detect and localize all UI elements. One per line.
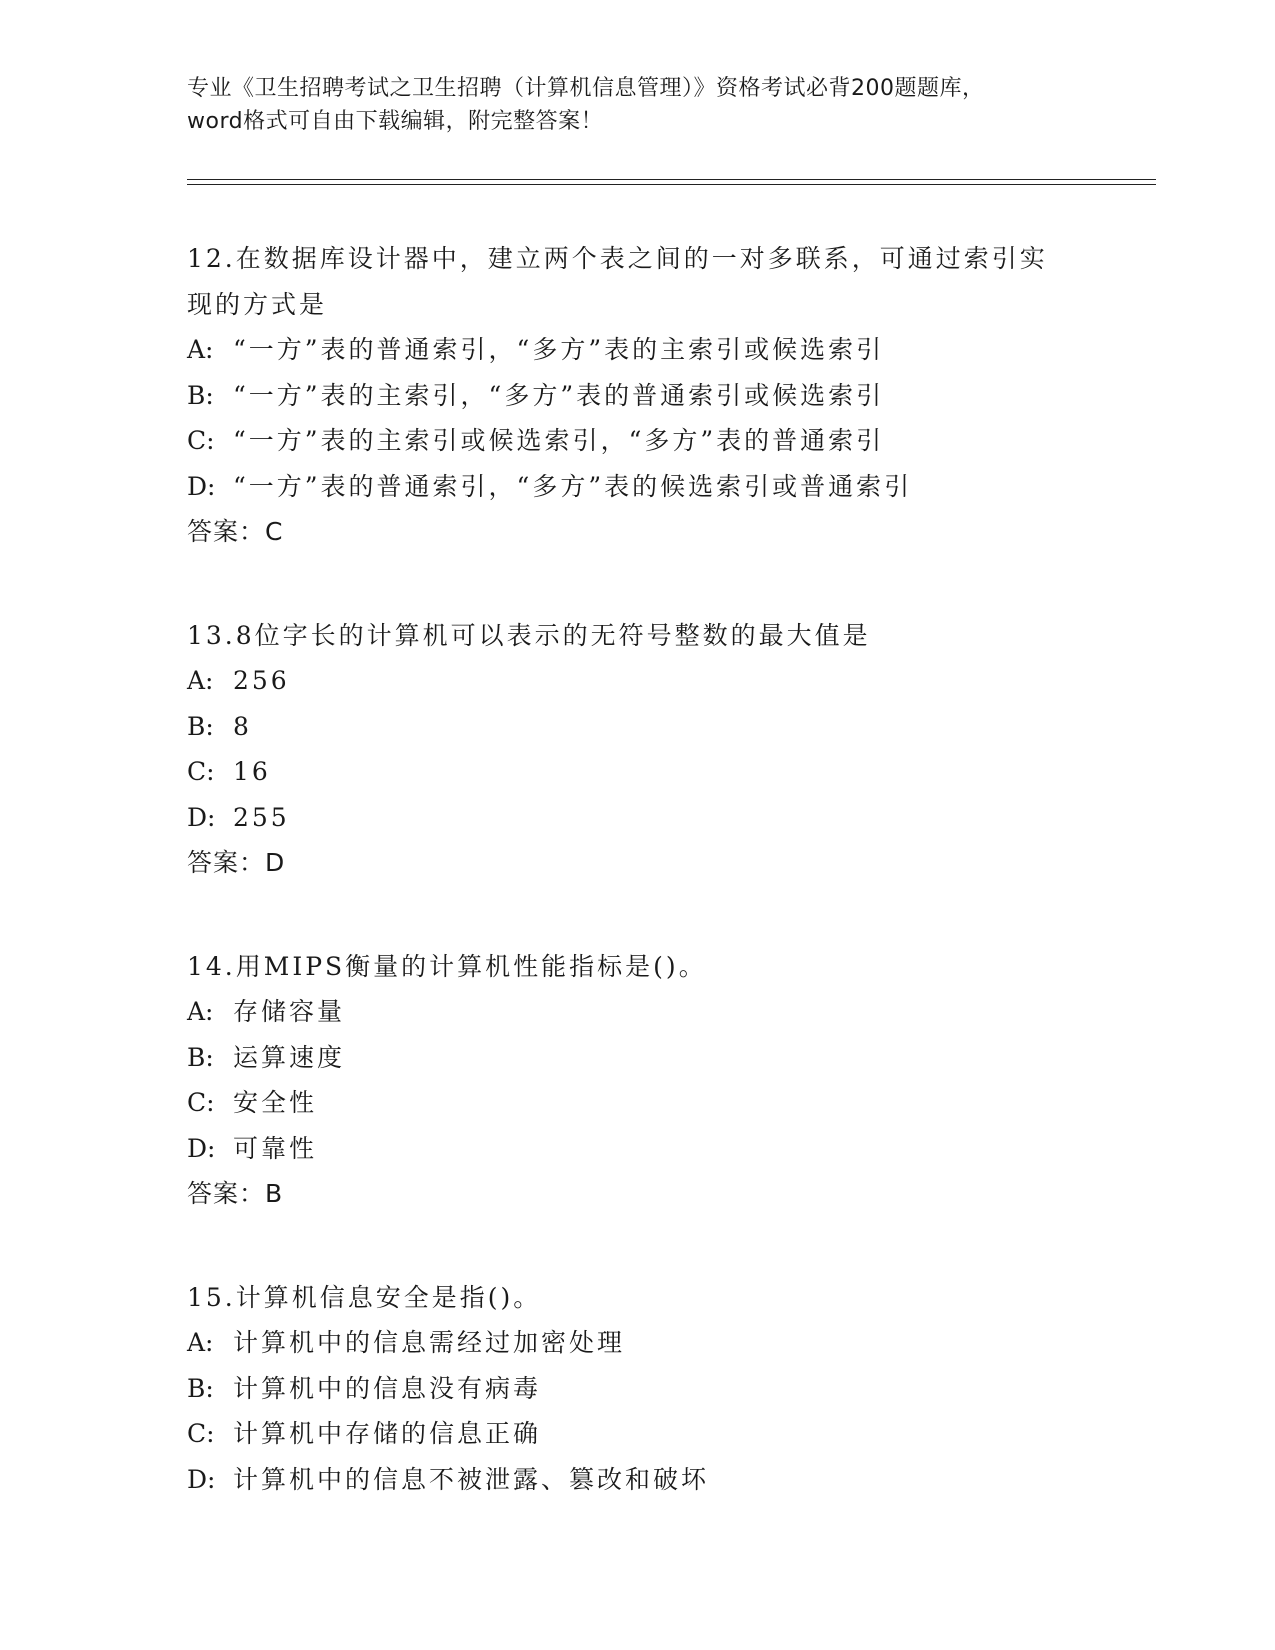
answer-option	[187, 1366, 1117, 1412]
question-block	[187, 236, 1117, 555]
option-text: 计算机中存储的信息正确	[233, 1419, 542, 1448]
option-letter: C:	[187, 757, 215, 786]
option-text: 运算速度	[233, 1042, 346, 1072]
option-letter: D:	[187, 802, 216, 832]
option-text: “一方”表的普通索引，“多方”表的候选索引或普通索引	[233, 471, 913, 501]
option-text: “一方”表的主索引或候选索引，“多方”表的普通索引	[233, 426, 885, 455]
header-divider-top	[187, 179, 1156, 180]
answer-option	[187, 327, 1117, 373]
option-letter: D:	[187, 1133, 216, 1163]
answer-option	[187, 795, 1117, 841]
header-divider-bottom	[187, 184, 1156, 185]
option-letter: B:	[187, 1373, 214, 1403]
question-stem: 14.用MIPS衡量的计算机性能指标是()。	[187, 951, 707, 981]
option-letter: C:	[187, 426, 215, 455]
answer-option	[187, 1035, 1117, 1081]
option-letter: A:	[187, 1328, 214, 1357]
option-letter: A:	[187, 335, 214, 364]
question-stem: 15.计算机信息安全是指()。	[187, 1282, 542, 1312]
header-line-1: 专业《卫生招聘考试之卫生招聘（计算机信息管理）》资格考试必背200题题库，	[187, 76, 985, 101]
answer-option	[187, 373, 1117, 419]
option-text: 255	[233, 802, 290, 832]
answer-option	[187, 1320, 1117, 1366]
answer-option	[187, 418, 1117, 464]
header-line-2: word格式可自由下载编辑，附完整答案！	[187, 109, 604, 134]
option-text: 安全性	[233, 1088, 318, 1117]
answer-option	[187, 989, 1117, 1035]
question-stem: 现的方式是	[187, 289, 328, 319]
option-letter: B:	[187, 711, 214, 741]
answer-option	[187, 1080, 1117, 1126]
question-list	[187, 236, 1117, 1560]
option-letter: A:	[187, 997, 214, 1026]
answer-option	[187, 1126, 1117, 1172]
option-letter: B:	[187, 380, 214, 410]
answer-option	[187, 749, 1117, 795]
option-letter: C:	[187, 1088, 215, 1117]
answer-option	[187, 1457, 1117, 1503]
option-letter: D:	[187, 1464, 216, 1494]
option-text: 256	[233, 666, 290, 695]
document-header	[187, 72, 1107, 138]
answer-option	[187, 1411, 1117, 1457]
option-text: 计算机中的信息需经过加密处理	[233, 1328, 626, 1357]
answer-option	[187, 464, 1117, 510]
option-text: 存储容量	[233, 997, 346, 1026]
answer-option	[187, 658, 1117, 704]
option-letter: D:	[187, 471, 216, 501]
option-text: 8	[233, 711, 252, 741]
option-text: 计算机中的信息不被泄露、篡改和破坏	[233, 1464, 710, 1494]
option-text: 可靠性	[233, 1133, 318, 1163]
question-block	[187, 613, 1117, 886]
answer-option	[187, 704, 1117, 750]
question-block	[187, 1275, 1117, 1503]
option-text: “一方”表的普通索引，“多方”表的主索引或候选索引	[233, 335, 885, 364]
answer-key: 答案：D	[187, 848, 286, 877]
option-letter: C:	[187, 1419, 215, 1448]
option-letter: A:	[187, 666, 214, 695]
option-text: 计算机中的信息没有病毒	[233, 1373, 542, 1403]
answer-key: 答案：B	[187, 1179, 284, 1208]
answer-key: 答案：C	[187, 517, 284, 546]
question-stem: 13.8位字长的计算机可以表示的无符号整数的最大值是	[187, 620, 871, 650]
question-block	[187, 944, 1117, 1217]
option-text: “一方”表的主索引，“多方”表的普通索引或候选索引	[233, 380, 885, 410]
question-stem: 12.在数据库设计器中，建立两个表之间的一对多联系，可通过索引实	[187, 244, 1048, 273]
option-text: 16	[233, 757, 271, 786]
option-letter: B:	[187, 1042, 214, 1072]
